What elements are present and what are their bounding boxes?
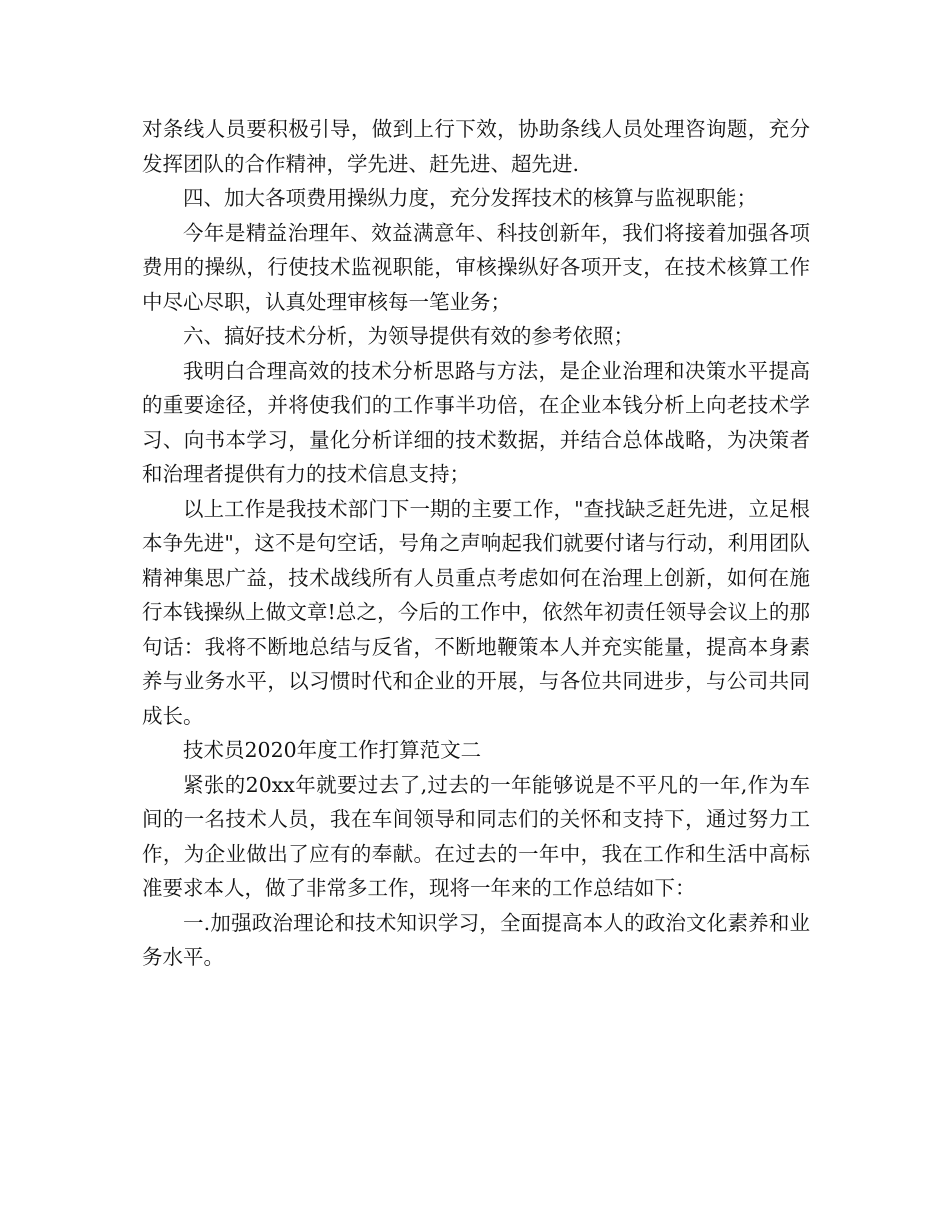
paragraph-heading-six: 六、搞好技术分析，为领导提供有效的参考依照； (183, 324, 634, 348)
section-title: 技术员2020年度工作打算范文二 (183, 738, 482, 762)
paragraph: 以上工作是我技术部门下一期的主要工作，"查找缺乏赶先进，立足根本争先进"，这不是句空话，号角之声响起我们就要付诸与行动，利用团队精神集思广益，技术战线所有人员重点考虑如何在治理上创新，如何在施行本钱操纵上做文章!总之，今后的工作中，依然年初责任领导会议上的那句话：我将不断地总结与反省，不断地鞭策本人并充实能量，提高本身素养与业务水平，以习惯时代和企业的开展，与各位共同进步，与公司共同成长。 (142, 496, 810, 728)
document-body (142, 112, 810, 975)
paragraph: 紧张的20xx年就要过去了,过去的一年能够说是不平凡的一年,作为车间的一名技术人员，我在车间领导和同志们的关怀和支持下，通过努力工作，为企业做出了应有的奉献。在过去的一年中，我在工作和生活中高标准要求本人，做了非常多工作，现将一年来的工作总结如下： (142, 772, 810, 900)
paragraph: 我明白合理高效的技术分析思路与方法，是企业治理和决策水平提高的重要途径，并将使我们的工作事半功倍，在企业本钱分析上向老技术学习、向书本学习，量化分析详细的技术数据，并结合总体战略，为决策者和治理者提供有力的技术信息支持； (142, 358, 810, 486)
paragraph-heading-four: 四、加大各项费用操纵力度，充分发挥技术的核算与监视职能； (183, 186, 757, 210)
paragraph: 今年是精益治理年、效益满意年、科技创新年，我们将接着加强各项费用的操纵，行使技术监视职能，审核操纵好各项开支，在技术核算工作中尽心尽职，认真处理审核每一笔业务； (142, 220, 810, 314)
paragraph-continuation: 对条线人员要积极引导，做到上行下效，协助条线人员处理咨询题，充分发挥团队的合作精神，学先进、赶先进、超先进. (142, 117, 810, 176)
paragraph-heading-one: 一.加强政治理论和技术知识学习，全面提高本人的政治文化素养和业务水平。 (142, 910, 810, 969)
